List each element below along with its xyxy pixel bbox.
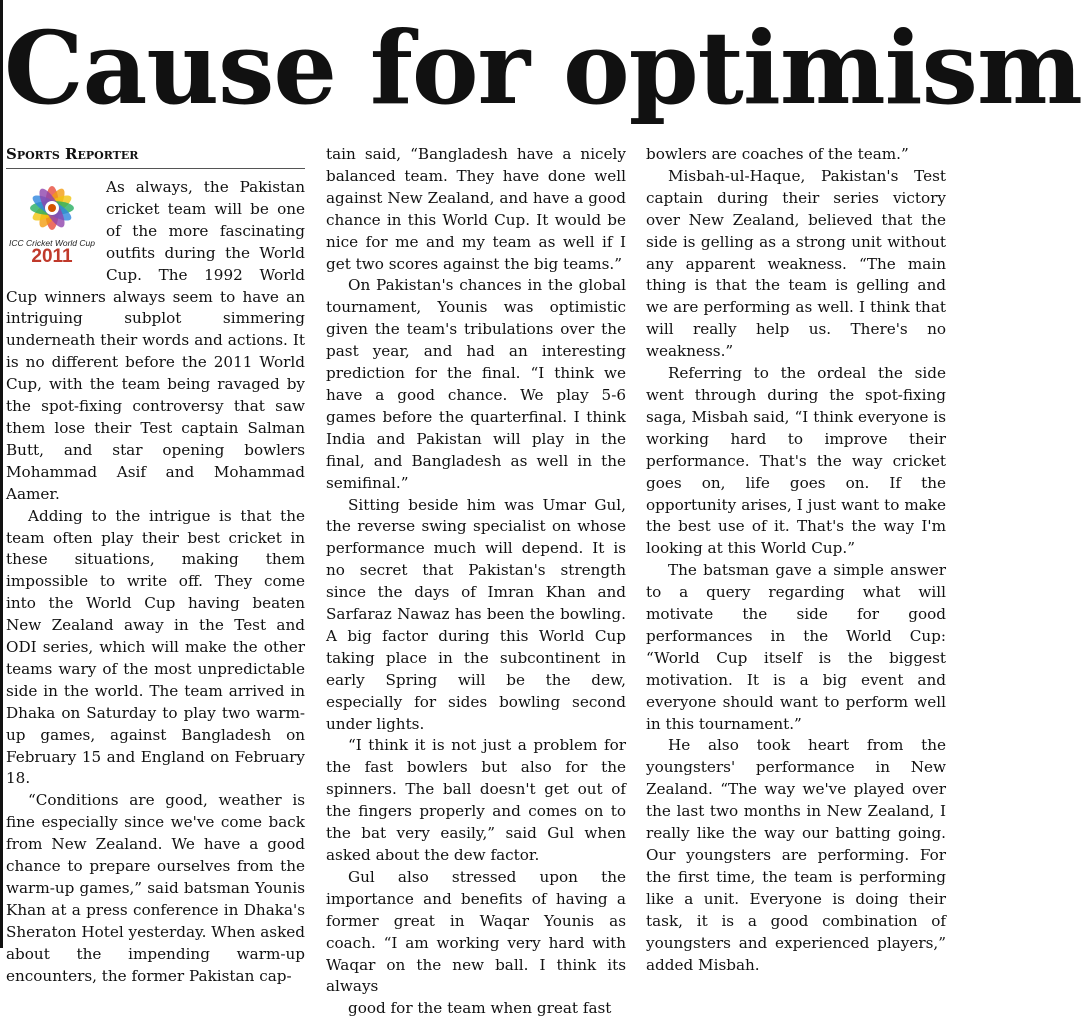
- paragraph: Referring to the ordeal the side went through during the spot-fixing saga, Misbah said, “I think everyone is working hard to improve their performance. That's the way cricket goes on, life goes on. If the opportunity arises, I just want to make the best use of it. That's the way I'm looking at this World Cup.”: [646, 364, 946, 558]
- paragraph: Sitting beside him was Umar Gul, the reverse swing specialist on whose performance much will depend. It is no secret that Pakistan's strength since the days of Imran Khan and Sarfaraz Nawaz has been the bowling. A big factor during this World Cup taking place in the subcontinent in early Spring will be the dew, especially for sides bowling second under lights.: [326, 495, 626, 733]
- page-left-rule: [0, 0, 3, 948]
- paragraph: “I think it is not just a problem for the fast bowlers but also for the spinners. The ball doesn't get out of the fingers properly and comes on to the bat very easily,” said Gul when asked about the dew factor.: [326, 736, 626, 864]
- article-column-1: [6, 144, 305, 988]
- paragraph: As always, the Pakistan cricket team will be one of the more fascinating outfits during the World Cup. The 1992 World Cup winners always seem to have an intriguing subplot simmering underneath their words and actions. It is no different before the 2011 World Cup, with the team being ravaged by the spot-fixing controversy that saw them lose their Test captain Salman Butt, and star opening bowlers Mohammad Asif and Mohammad Aamer.: [6, 178, 305, 503]
- paragraph: “Conditions are good, weather is fine especially since we've come back from New Zealand. We have a good chance to prepare ourselves from the warm-up games,” said batsman Younis Khan at a press conference in Dhaka's Sheraton Hotel yesterday. When asked about the impending warm-up encounters, the former Pakistan cap-: [6, 791, 305, 985]
- article-column-3: [646, 144, 946, 976]
- logo-caption: ICC Cricket World Cup: [9, 238, 95, 248]
- paragraph: good for the team when great fast: [348, 999, 612, 1018]
- paragraph: tain said, “Bangladesh have a nicely balanced team. They have done well against New Zealand, and have a good chance in this World Cup. It would be nice for me and my team as well if I get two scores against the big teams.”: [326, 145, 626, 273]
- world-cup-emblem-icon: [19, 177, 85, 239]
- headline: Cause for optimism: [4, 9, 1082, 127]
- world-cup-logo: [4, 177, 100, 273]
- byline: Sports Reporter: [6, 144, 305, 169]
- paragraph: Misbah-ul-Haque, Pakistan's Test captain during their series victory over New Zealand, believed that the side is gelling as a strong unit without any apparent weakness. “The main thing is that the team is gelling and we are performing as well. I think that will really help us. There's no weakness.”: [646, 166, 946, 361]
- paragraph: He also took heart from the youngsters' performance in New Zealand. “The way we've played over the last two months in New Zealand, I really like the way our batting going. Our youngsters are performing. For the first time, the team is performing like a unit. Everyone is doing their task, it is a good combination of youngsters and experienced players,” added Misbah.: [646, 736, 946, 974]
- article-column-2: [326, 144, 626, 1020]
- paragraph: Gul also stressed upon the importance and benefits of having a former great in Waqar Younis as coach. “I am working very hard with Waqar on the new ball. I think its always: [326, 867, 626, 996]
- paragraph: On Pakistan's chances in the global tournament, Younis was optimistic given the team's tribulations over the past year, and had an interesting prediction for the final. “I think we have a good chance. We play 5-6 games before the quarterfinal. I think India and Pakistan will play in the final, and Bangladesh as well in the semifinal.”: [326, 276, 626, 492]
- paragraph: Adding to the intrigue is that the team often play their best cricket in these situations, making them impossible to write off. They come into the World Cup having beaten New Zealand away in the Test and ODI series, which will make the other teams wary of the most unpredictable side in the world. The team arrived in Dhaka on Saturday to play two warm-up games, against Bangladesh on February 15 and England on February 18.: [6, 506, 305, 788]
- paragraph: The batsman gave a simple answer to a query regarding what will motivate the side for good performances in the World Cup: “World Cup itself is the biggest motivation. It is a big event and everyone should want to perform well in this tournament.”: [646, 561, 946, 733]
- paragraph: bowlers are coaches of the team.”: [646, 145, 909, 163]
- logo-year: 2011: [31, 246, 73, 267]
